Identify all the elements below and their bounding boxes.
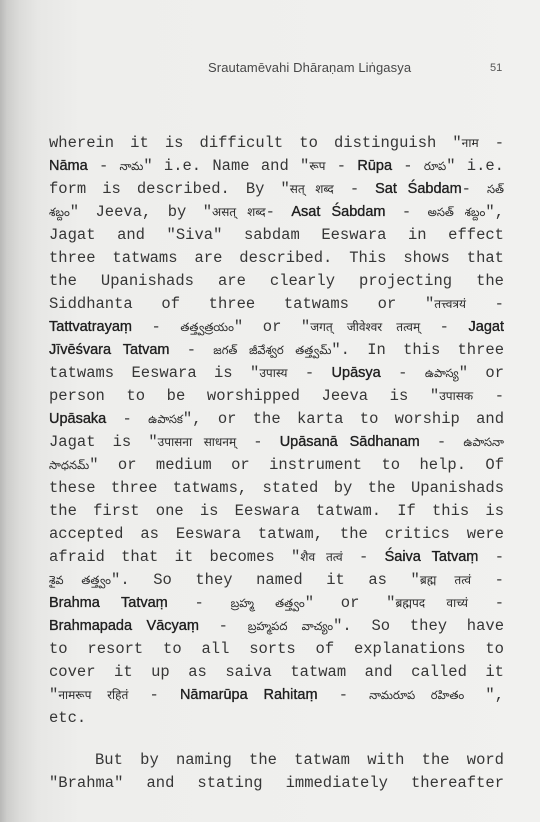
text-line xyxy=(49,748,504,771)
typed-text: to resort to all sorts of explanations to xyxy=(49,640,504,658)
typed-text: - xyxy=(167,594,231,612)
text-line xyxy=(49,568,504,591)
typed-text: - xyxy=(392,157,424,175)
text-line xyxy=(49,292,504,315)
typed-text: " i.e. xyxy=(446,157,504,175)
typed-text: afraid that it becomes " xyxy=(49,548,301,566)
typed-text: three tatwams are described. This shows that xyxy=(49,249,504,267)
page-body xyxy=(49,131,504,794)
text-line xyxy=(49,384,504,407)
typed-text: - xyxy=(478,134,504,152)
telugu-text: నామ xyxy=(119,159,144,173)
telugu-text: జగత్ జీవేశ్వర తత్త్వమ్ xyxy=(213,343,332,357)
typed-text: - xyxy=(471,571,504,589)
transliteration: Brahmapada Vācyaṃ xyxy=(49,618,199,634)
transliteration: Upāsanā Sādhanam xyxy=(279,434,420,450)
telugu-text: బ్రహ్మపద వాచ్యం xyxy=(247,619,334,633)
typed-text: " or xyxy=(458,364,504,382)
typed-text: - xyxy=(198,617,248,635)
text-line xyxy=(49,407,504,430)
typed-text: the Upanishads are clearly projecting the xyxy=(49,272,504,290)
devanagari-text: ब्रह्म तत्वं xyxy=(419,573,472,587)
text-line xyxy=(49,269,504,292)
transliteration: Brahma Tatvaṃ xyxy=(49,595,168,611)
text-line xyxy=(49,154,504,177)
devanagari-text: जगत् जीवेश्वर तत्वम् xyxy=(310,320,421,334)
text-line xyxy=(49,338,504,361)
text-line xyxy=(49,361,504,384)
typed-text: But by naming the tatwam with the word xyxy=(95,751,504,769)
text-line xyxy=(49,453,504,476)
typed-text: - xyxy=(128,686,180,704)
text-line xyxy=(49,315,504,338)
typed-text: " i.e. Name and " xyxy=(143,157,310,175)
text-line xyxy=(49,476,504,499)
typed-text: - xyxy=(420,318,469,336)
transliteration: Nāmarūpa Rahitaṃ xyxy=(179,687,318,703)
typed-text: - xyxy=(342,548,385,566)
typed-text: ". So they named it as " xyxy=(111,571,420,589)
typed-text: - xyxy=(325,157,358,175)
telugu-text: బ్రహ్మ తత్త్వం xyxy=(230,596,305,610)
text-line xyxy=(49,545,504,568)
transliteration: Upāsya xyxy=(331,365,381,381)
typed-text: - xyxy=(169,341,214,359)
paragraph xyxy=(49,131,504,729)
text-line xyxy=(49,246,504,269)
page-number: 51 xyxy=(490,62,503,74)
paragraph xyxy=(49,748,504,794)
typed-text: - xyxy=(106,410,149,428)
devanagari-text: नाम xyxy=(461,136,479,150)
typed-text: - xyxy=(461,180,487,198)
telugu-text: సాధనమ్ xyxy=(49,458,90,472)
text-line xyxy=(49,683,504,706)
typed-text: " Jeeva, by " xyxy=(69,203,213,221)
typed-text: "Brahma" and stating immediately thereafter xyxy=(49,774,504,792)
text-line xyxy=(49,660,504,683)
devanagari-text: तत्त्वत्रयं xyxy=(434,297,466,311)
telugu-text: ఉపాస్య xyxy=(424,366,459,380)
running-title: Srautamēvahi Dhāraṇam Liṅgasya xyxy=(208,60,412,75)
typed-text: - xyxy=(466,295,504,313)
text-line xyxy=(49,223,504,246)
typed-text: " or " xyxy=(304,594,396,612)
typed-text: - xyxy=(419,433,464,451)
typed-text: ", xyxy=(485,203,504,221)
typed-text: ", xyxy=(464,686,504,704)
typed-text: - xyxy=(265,203,292,221)
transliteration: Śaiva Tatvaṃ xyxy=(384,549,479,565)
devanagari-text: शैव तत्वं xyxy=(300,550,343,564)
telugu-text: అసత్ శబ్దం xyxy=(427,205,486,219)
typed-text: - xyxy=(478,548,504,566)
text-line xyxy=(49,771,504,794)
typed-text: form is described. By " xyxy=(49,180,290,198)
text-line xyxy=(49,177,504,200)
typed-text: - xyxy=(467,594,504,612)
transliteration: Rūpa xyxy=(357,158,393,174)
devanagari-text: उपासना साधनम् xyxy=(157,435,237,449)
typed-text: - xyxy=(473,387,504,405)
typed-text: - xyxy=(380,364,425,382)
typed-text: " or " xyxy=(233,318,311,336)
typed-text: Jagat is " xyxy=(49,433,158,451)
typed-text: these three tatwams, stated by the Upanishads xyxy=(49,479,504,497)
typed-text: Siddhanta of three tatwams or " xyxy=(49,295,435,313)
telugu-text: తత్త్వత్రయం xyxy=(180,320,234,334)
typed-text: person to be worshipped Jeeva is " xyxy=(49,387,440,405)
typed-text: - xyxy=(333,180,376,198)
telugu-text: ఉపాసనా xyxy=(463,435,504,449)
devanagari-text: असत् शब्द xyxy=(212,205,266,219)
text-line xyxy=(49,522,504,545)
typed-text: - xyxy=(87,157,120,175)
text-line xyxy=(49,706,504,729)
typed-text: - xyxy=(317,686,370,704)
devanagari-text: रूप xyxy=(309,159,326,173)
transliteration: Nāma xyxy=(49,158,88,174)
devanagari-text: उपास्य xyxy=(259,366,288,380)
telugu-text: ఉపాసక xyxy=(148,412,183,426)
text-line xyxy=(49,430,504,453)
transliteration: Sat Śabdam xyxy=(375,181,462,197)
typed-text: ". So they have xyxy=(333,617,504,635)
typed-text: - xyxy=(287,364,332,382)
text-line xyxy=(49,200,504,223)
transliteration: Tattvatrayaṃ xyxy=(49,319,132,335)
transliteration: Jīvēśvara Tatvam xyxy=(49,342,170,358)
text-line xyxy=(49,637,504,660)
typed-text: cover it up as saiva tatwam and called it xyxy=(49,663,504,681)
telugu-text: నామరూప రహితం xyxy=(369,688,465,702)
telugu-text: సత్ xyxy=(486,182,504,196)
typed-text: " xyxy=(49,686,59,704)
devanagari-text: सत् शब्द xyxy=(289,182,334,196)
typed-text: ". In this three xyxy=(331,341,504,359)
transliteration: Jagat xyxy=(468,319,504,335)
typed-text: ", or the karta to worship and xyxy=(182,410,504,428)
typed-text: " or medium or instrument to help. Of xyxy=(89,456,504,474)
text-line xyxy=(49,131,504,154)
typed-text: accepted as Eeswara tatwam, the critics were xyxy=(49,525,504,543)
telugu-text: రూప xyxy=(423,159,447,173)
typed-text: - xyxy=(385,203,428,221)
transliteration: Asat Śabdam xyxy=(291,204,386,220)
devanagari-text: नामरूप रहितं xyxy=(58,688,129,702)
typed-text: tatwams Eeswara is " xyxy=(49,364,260,382)
typed-text: etc. xyxy=(49,709,87,727)
typed-text: - xyxy=(236,433,280,451)
typed-text: the first one is Eeswara tatwam. If this is xyxy=(49,502,504,520)
typed-text: - xyxy=(132,318,181,336)
telugu-text: శైవ తత్త్వం xyxy=(49,573,112,587)
text-line xyxy=(49,591,504,614)
typed-text: wherein it is difficult to distinguish " xyxy=(49,134,462,152)
text-line xyxy=(49,499,504,522)
devanagari-text: ब्रह्मपद वाच्यं xyxy=(395,596,468,610)
transliteration: Upāsaka xyxy=(49,411,107,427)
devanagari-text: उपासक xyxy=(439,389,474,403)
text-line xyxy=(49,614,504,637)
typed-text: Jagat and "Siva" sabdam Eeswara in effect xyxy=(49,226,504,244)
telugu-text: శబ్దం xyxy=(49,205,70,219)
